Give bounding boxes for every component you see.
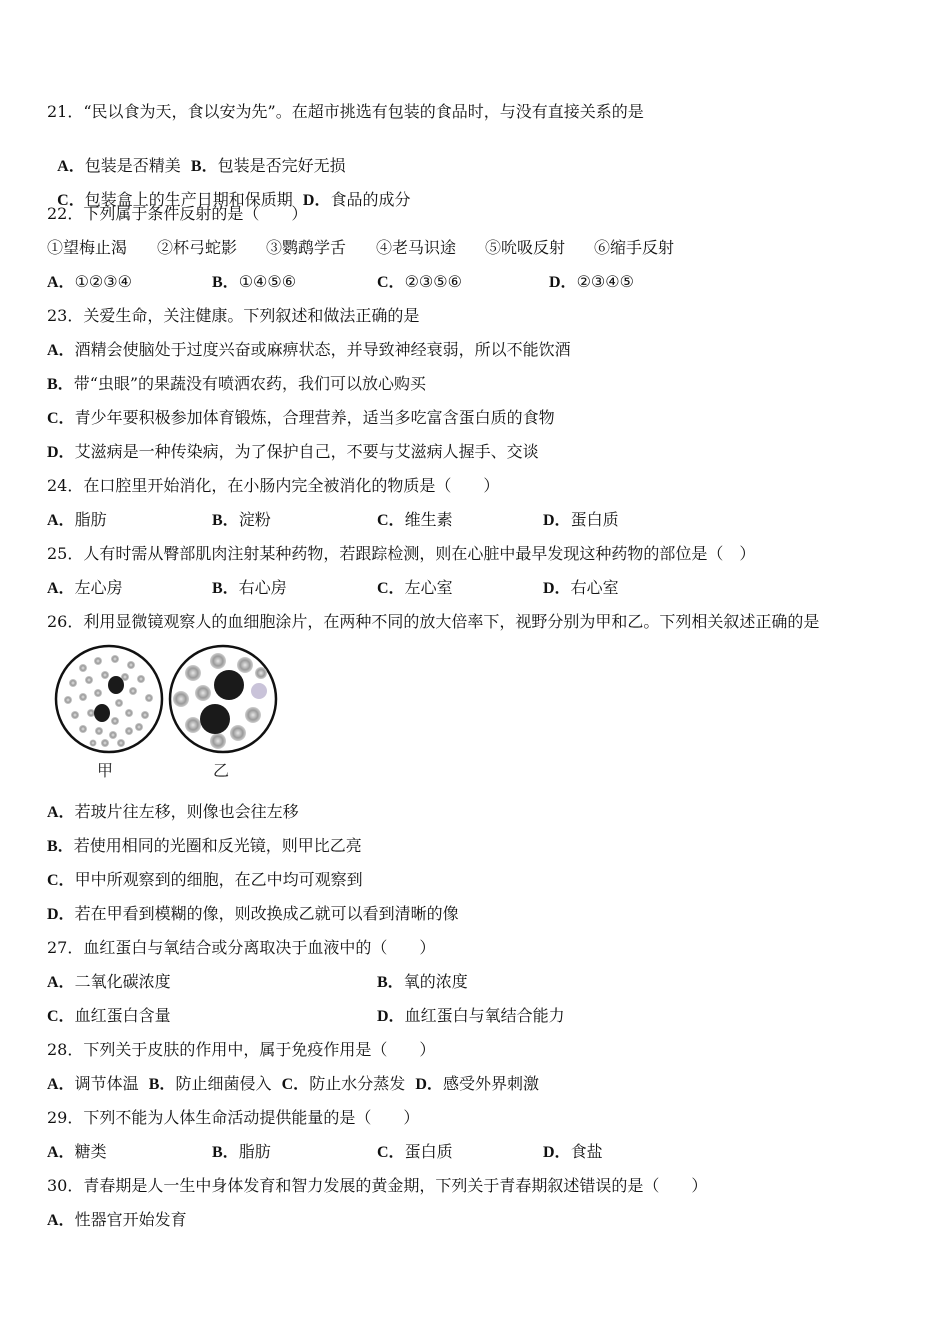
q25-option-c: [377, 578, 453, 599]
option-letter: A．: [47, 1144, 75, 1161]
option-text: 包装是否完好无损: [217, 156, 346, 175]
option-letter: C．: [377, 512, 405, 529]
option-letter: B．: [212, 274, 239, 291]
q27-option-d: [377, 1006, 565, 1027]
option-text: 右心房: [238, 578, 287, 597]
option-letter: A．: [47, 974, 75, 991]
option-letter: B．: [190, 158, 218, 175]
option-text: 左心房: [74, 578, 123, 597]
option-letter: A．: [47, 342, 75, 359]
q29-option-b: [212, 1142, 271, 1163]
option-text: 甲中所观察到的细胞，在乙中均可观察到: [74, 870, 363, 889]
q22-item: ⑥缩手反射: [594, 238, 675, 257]
option-text: 淀粉: [238, 510, 271, 529]
option-text: 食盐: [570, 1142, 603, 1161]
option-letter: A．: [57, 158, 85, 175]
field-yi: [170, 646, 276, 752]
q25-option-b: [212, 578, 287, 599]
question-27-stem: 27．血红蛋白与氧结合或分离取决于血液中的（ ）: [47, 938, 436, 957]
option-letter: C．: [47, 1008, 75, 1025]
q22-item: ④老马识途: [376, 238, 457, 257]
q23-option-d: [47, 442, 539, 463]
option-letter: B．: [148, 1076, 176, 1093]
q26-option-d: [47, 904, 459, 925]
option-letter: C．: [57, 192, 85, 209]
question-26-stem: 26．利用显微镜观察人的血细胞涂片，在两种不同的放大倍率下，视野分别为甲和乙。下列相关叙述正确的是: [47, 612, 820, 631]
option-text: 血红蛋白与氧结合能力: [404, 1006, 565, 1025]
option-text: 二氧化碳浓度: [74, 972, 171, 991]
option-letter: C．: [281, 1076, 310, 1093]
option-letter: A．: [47, 804, 75, 821]
option-text: 包装盒上的生产日期和保质期: [84, 190, 293, 209]
option-letter: B．: [47, 838, 74, 855]
question-22-stem: 22．下列属于条件反射的是（ ）: [47, 204, 308, 223]
q22-item: ③鹦鹉学舌: [266, 238, 347, 257]
figure-label-yi: 乙: [212, 761, 230, 780]
option-letter: D．: [543, 1144, 571, 1161]
option-letter: A．: [47, 274, 75, 291]
q23-option-b: [47, 374, 426, 395]
option-text: 蛋白质: [570, 510, 619, 529]
q26-option-b: [47, 836, 362, 857]
option-letter: D．: [415, 1076, 443, 1093]
q29-option-c: [377, 1142, 453, 1163]
option-letter: D．: [302, 192, 331, 209]
option-letter: B．: [377, 974, 404, 991]
option-letter: A．: [47, 1076, 75, 1093]
option-text: 氧的浓度: [403, 972, 468, 991]
q24-option-b: [212, 510, 271, 531]
option-text: 脂肪: [74, 510, 107, 529]
option-text: 包装是否精美: [84, 156, 181, 175]
option-text: 防止细菌侵入: [175, 1074, 272, 1093]
option-letter: A．: [47, 1212, 75, 1229]
option-text: 若在甲看到模糊的像，则改换成乙就可以看到清晰的像: [74, 904, 459, 923]
question-23-stem: 23．关爱生命，关注健康。下列叙述和做法正确的是: [47, 306, 420, 325]
q22-option-a: [47, 272, 132, 293]
q25-option-a: [47, 578, 123, 599]
q27-option-a: [47, 972, 171, 993]
figure-label-jia: 甲: [96, 761, 114, 780]
q26-option-c: [47, 870, 363, 891]
option-text: 酒精会使脑处于过度兴奋或麻痹状态，并导致神经衰弱，所以不能饮酒: [74, 340, 571, 359]
option-text: 糖类: [74, 1142, 107, 1161]
option-letter: B．: [47, 376, 74, 393]
option-text: 防止水分蒸发: [309, 1074, 406, 1093]
option-letter: A．: [47, 512, 75, 529]
q24-option-a: [47, 510, 107, 531]
q24-option-d: [543, 510, 619, 531]
option-text: 右心室: [570, 578, 619, 597]
q24-option-c: [377, 510, 453, 531]
q22-option-c: [377, 272, 462, 293]
option-letter: D．: [549, 274, 577, 291]
q27-option-c: [47, 1006, 171, 1027]
option-text: 性器官开始发育: [74, 1210, 187, 1229]
option-text: ②③⑤⑥: [404, 272, 462, 291]
option-letter: C．: [377, 274, 405, 291]
question-28-stem: 28．下列关于皮肤的作用中，属于免疫作用是（ ）: [47, 1040, 436, 1059]
option-text: 蛋白质: [404, 1142, 453, 1161]
option-text: 脂肪: [238, 1142, 271, 1161]
option-text: 食品的成分: [330, 190, 411, 209]
question-30-stem: 30．青春期是人一生中身体发育和智力发展的黄金期，下列关于青春期叙述错误的是（ ）: [47, 1176, 708, 1195]
q25-option-d: [543, 578, 619, 599]
q29-option-d: [543, 1142, 603, 1163]
option-letter: C．: [377, 1144, 405, 1161]
option-letter: B．: [212, 512, 239, 529]
option-letter: C．: [47, 872, 75, 889]
q23-option-a: [47, 340, 571, 361]
question-21-stem: 21．“民以食为天，食以安为先”。在超市挑选有包装的食品时，与没有直接关系的是: [47, 102, 644, 121]
option-text: 艾滋病是一种传染病，为了保护自己，不要与艾滋病人握手、交谈: [74, 442, 539, 461]
option-text: ①④⑤⑥: [238, 272, 297, 291]
q22-option-b: [212, 272, 296, 293]
option-text: 若使用相同的光圈和反光镜，则甲比乙亮: [73, 836, 362, 855]
option-letter: D．: [47, 906, 75, 923]
option-text: 青少年要积极参加体育锻炼，合理营养，适当多吃富含蛋白质的食物: [74, 408, 555, 427]
q22-option-d: [549, 272, 634, 293]
q22-item: ①望梅止渴: [47, 238, 128, 257]
option-letter: D．: [543, 580, 571, 597]
option-letter: B．: [212, 1144, 239, 1161]
question-24-stem: 24．在口腔里开始消化，在小肠内完全被消化的物质是（ ）: [47, 476, 500, 495]
option-text: ①②③④: [74, 272, 132, 291]
option-letter: D．: [47, 444, 75, 461]
option-letter: A．: [47, 580, 75, 597]
q29-option-a: [47, 1142, 107, 1163]
option-text: ②③④⑤: [576, 272, 634, 291]
option-letter: D．: [377, 1008, 405, 1025]
option-text: 维生素: [404, 510, 453, 529]
option-letter: C．: [377, 580, 405, 597]
option-text: 左心室: [404, 578, 453, 597]
option-letter: B．: [212, 580, 239, 597]
field-jia: [56, 646, 162, 752]
q28-options-line: [47, 1074, 539, 1095]
question-29-stem: 29．下列不能为人体生命活动提供能量的是（ ）: [47, 1108, 420, 1127]
q26-option-a: [47, 802, 299, 823]
q22-item: ⑤吮吸反射: [485, 238, 566, 257]
question-25-stem: 25．人有时需从臀部肌肉注射某种药物，若跟踪检测，则在心脏中最早发现这种药物的部位是（ ）: [47, 544, 756, 563]
option-letter: D．: [543, 512, 571, 529]
option-text: 调节体温: [74, 1074, 139, 1093]
microscope-fields-figure: [53, 643, 283, 783]
option-text: 若玻片往左移，则像也会往左移: [74, 802, 299, 821]
option-text: 血红蛋白含量: [74, 1006, 171, 1025]
option-text: 带“虫眼”的果蔬没有喷洒农药，我们可以放心购买: [73, 374, 427, 393]
q22-item: ②杯弓蛇影: [157, 238, 238, 257]
option-text: 感受外界刺激: [442, 1074, 539, 1093]
q23-option-c: [47, 408, 555, 429]
option-letter: C．: [47, 410, 75, 427]
q27-option-b: [377, 972, 468, 993]
q30-option-a: [47, 1210, 187, 1231]
